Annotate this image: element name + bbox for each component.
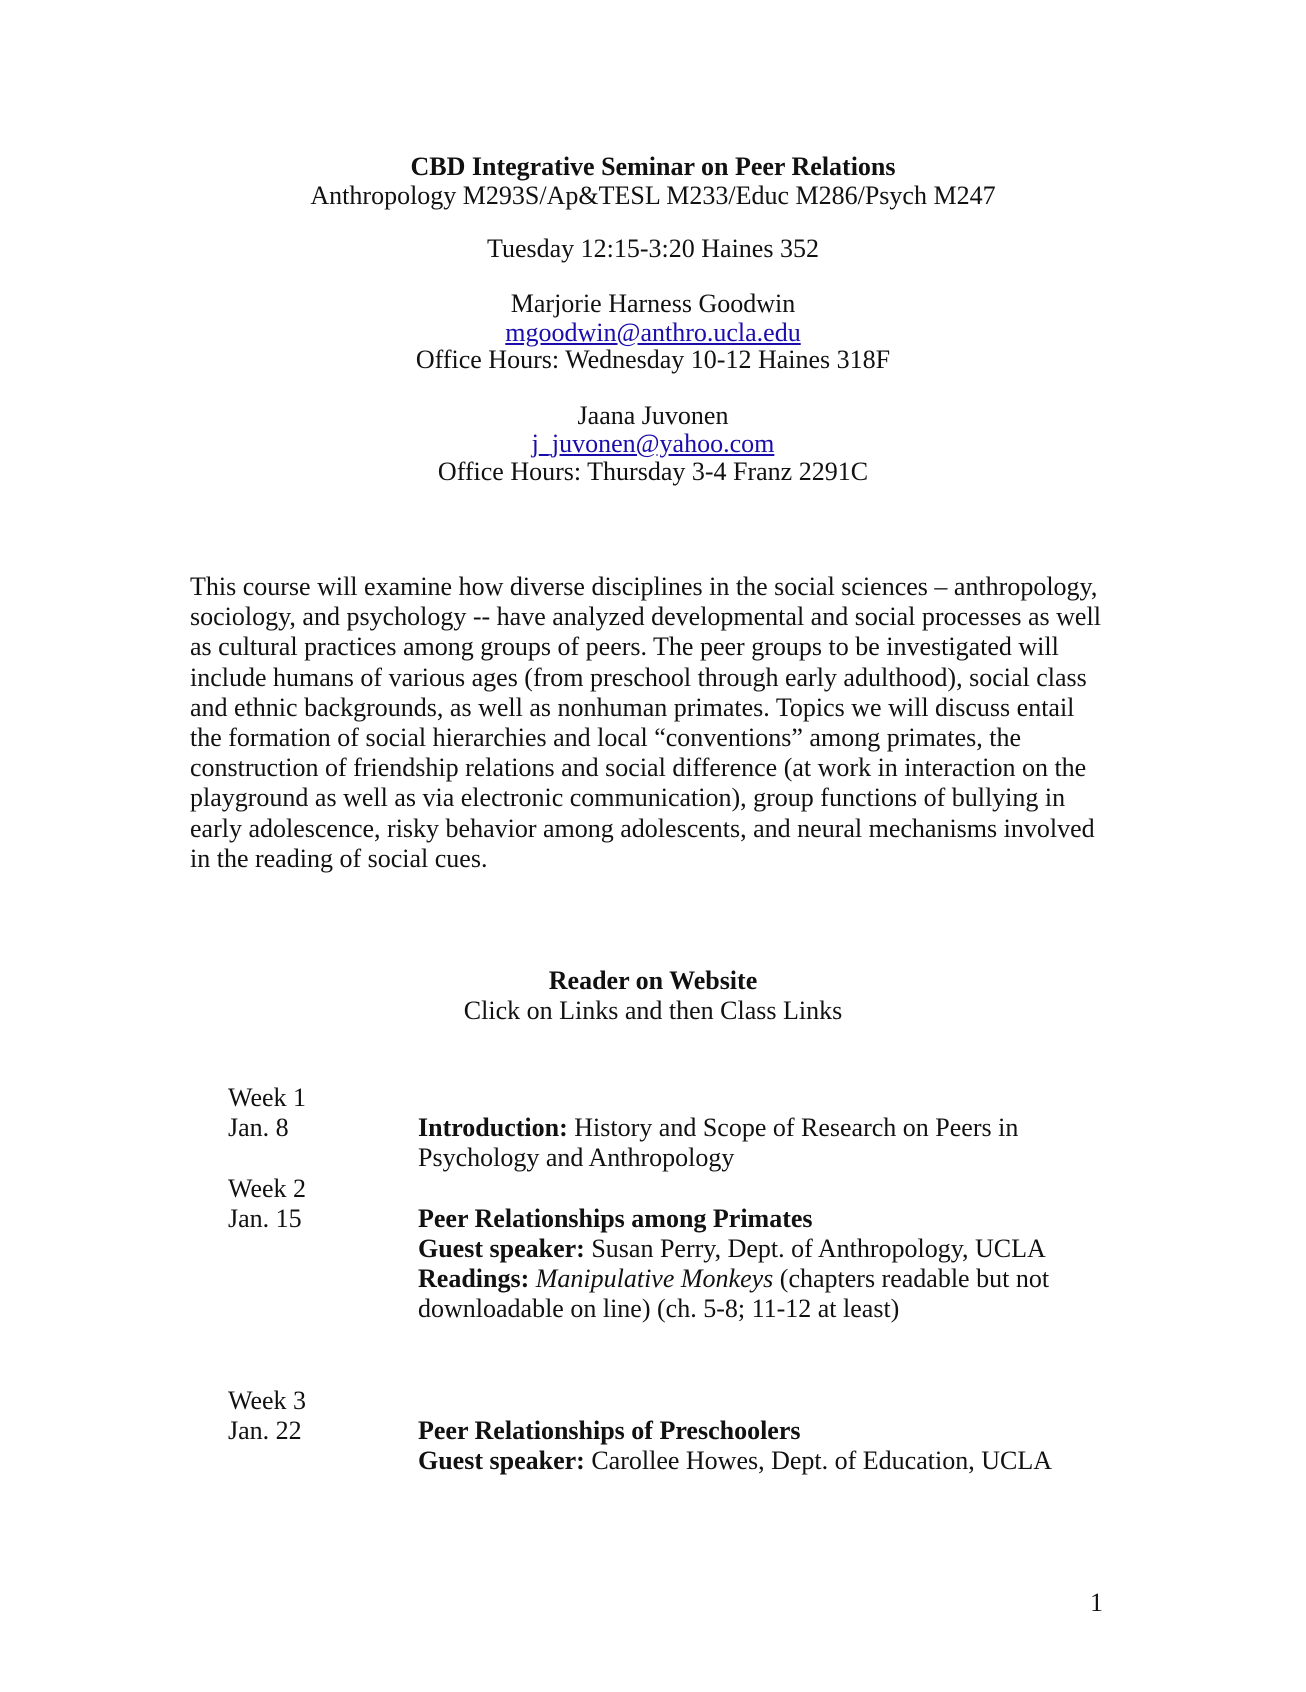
course-description: This course will examine how diverse disciplines in the social sciences – anthropology, sociology, and psychology -- have analyzed developmental and social processes as well as cultural practices among groups of peers. The peer groups to be investigated will include humans of various ages (from preschool through early adulthood), social class and ethnic backgrounds, as well as nonhuman primates. Topics we will discuss entail the formation of social hierarchies and local “conventions” among primates, the construction of friendship relations and social difference (at work in interaction on the playground as well as via electronic communication), group functions of bullying in early adolescence, risky behavior among adolescents, and neural mechanisms involved in the reading of social cues.: [190, 572, 1101, 873]
speaker-label: Guest speaker:: [418, 1446, 585, 1475]
guest-speaker: [418, 1234, 1118, 1264]
speaker-label: Guest speaker:: [418, 1234, 585, 1263]
instructor-email-link[interactable]: mgoodwin@anthro.ucla.edu: [505, 318, 801, 347]
readings-text: (chapters readable but not downloadable on line) (ch. 5-8; 11-12 at least): [418, 1264, 1050, 1323]
week-topic: [418, 1113, 1118, 1173]
week-label: Week 2: [228, 1174, 307, 1203]
reader-subtitle: Click on Links and then Class Links: [463, 996, 843, 1025]
instructor-email-link[interactable]: j_juvonen@yahoo.com: [531, 429, 775, 458]
instructor-email-row: [0, 429, 1306, 458]
instructor-email-row: [0, 318, 1306, 347]
week-date: Jan. 8: [228, 1113, 289, 1142]
speaker-text: Susan Perry, Dept. of Anthropology, UCLA: [584, 1234, 1046, 1263]
week-date: Jan. 15: [228, 1204, 302, 1233]
readings-title: Manipulative Monkeys: [535, 1264, 774, 1293]
instructor-office-hours: Office Hours: Thursday 3-4 Franz 2291C: [437, 457, 869, 486]
topic-text: History and Scope of Research on Peers in Psychology and Anthropology: [418, 1113, 1019, 1172]
week-content: [418, 1113, 1118, 1173]
readings-label: Readings:: [418, 1264, 530, 1293]
week-content: [418, 1204, 1118, 1324]
week-label: Week 1: [228, 1083, 307, 1112]
week-date: Jan. 22: [228, 1416, 302, 1445]
week-content: [418, 1416, 1118, 1476]
instructor-name: Jaana Juvonen: [577, 401, 729, 430]
readings: [418, 1264, 1118, 1324]
week-topic: Peer Relationships among Primates: [418, 1204, 813, 1233]
guest-speaker: [418, 1446, 1118, 1476]
instructor-name: Marjorie Harness Goodwin: [510, 289, 796, 318]
course-title: CBD Integrative Seminar on Peer Relations: [410, 152, 896, 181]
class-schedule: Tuesday 12:15-3:20 Haines 352: [487, 234, 819, 263]
week-topic: Peer Relationships of Preschoolers: [418, 1416, 801, 1445]
topic-label: Introduction:: [418, 1113, 568, 1142]
week-label: Week 3: [228, 1386, 307, 1415]
reader-title: Reader on Website: [548, 966, 758, 995]
speaker-text: Carollee Howes, Dept. of Education, UCLA: [584, 1446, 1052, 1475]
page-number: 1: [1090, 1588, 1103, 1617]
instructor-office-hours: Office Hours: Wednesday 10-12 Haines 318F: [415, 345, 891, 374]
course-numbers: Anthropology M293S/Ap&TESL M233/Educ M286/Psych M247: [310, 181, 996, 210]
